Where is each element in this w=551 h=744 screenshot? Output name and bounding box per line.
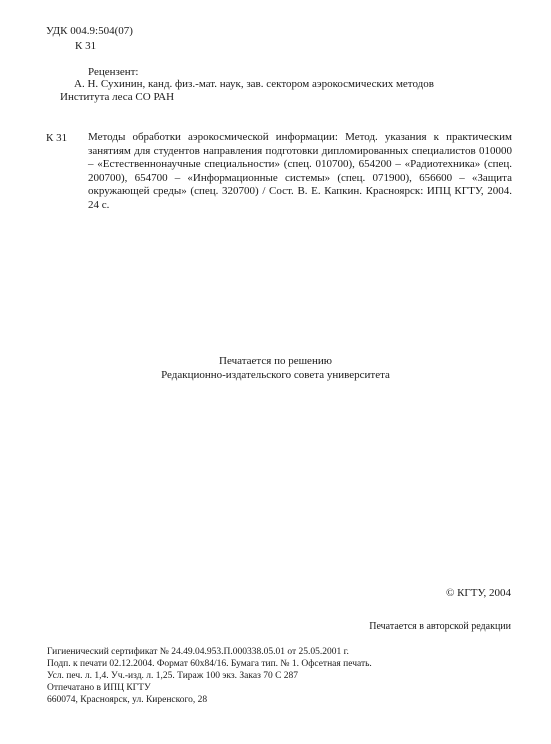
- print-decision-line-1: Печатается по решению: [219, 355, 332, 367]
- udk-code: УДК 004.9:504(07): [46, 25, 133, 37]
- annotation-cipher: К 31: [46, 132, 68, 144]
- edition-note: Печатается в авторской редакции: [369, 621, 511, 632]
- copyright-notice: © КГТУ, 2004: [445, 587, 511, 599]
- imprint-line: 660074, Красноярск, ул. Киренского, 28: [47, 695, 208, 705]
- print-decision-line-2: Редакционно-издательского совета университета: [161, 369, 390, 381]
- imprint-line: Отпечатано в ИПЦ КГТУ: [47, 683, 151, 693]
- reviewer-label: Рецензент:: [88, 66, 139, 78]
- author-cipher: К 31: [75, 40, 97, 52]
- imprint-line: Гигиенический сертификат № 24.49.04.953.П.000338.05.01 от 25.05.2001 г.: [47, 647, 349, 657]
- bibliographic-annotation: [88, 131, 512, 212]
- imprint-line: Усл. печ. л. 1,4. Уч.-изд. л. 1,25. Тираж 100 экз. Заказ 70 С 287: [47, 671, 299, 681]
- reviewer-line-2: Института леса СО РАН: [60, 91, 175, 103]
- imprint-block: [47, 646, 517, 706]
- annotation-text: Методы обработки аэрокосмической информации: Метод. указания к практическим занятиям для студентов направления подготовки дипломированных специалистов 010000 – «Естественнонаучные специальности» (спец. 010700), 654200 – «Радиотехника» (спец. 200700), 654700 – «Информационные системы» (спец. 071900), 656600 – «Защита окружающей среды» (спец. 320700) / Сост. В. Е. Капкин. Красноярск: ИПЦ КГТУ, 2004. 24 с.: [88, 131, 512, 211]
- reviewer-line-1: А. Н. Сухинин, канд. физ.-мат. наук, зав. сектором аэрокосмических методов: [74, 78, 434, 90]
- imprint-line: Подп. к печати 02.12.2004. Формат 60x84/16. Бумага тип. № 1. Офсетная печать.: [47, 659, 372, 669]
